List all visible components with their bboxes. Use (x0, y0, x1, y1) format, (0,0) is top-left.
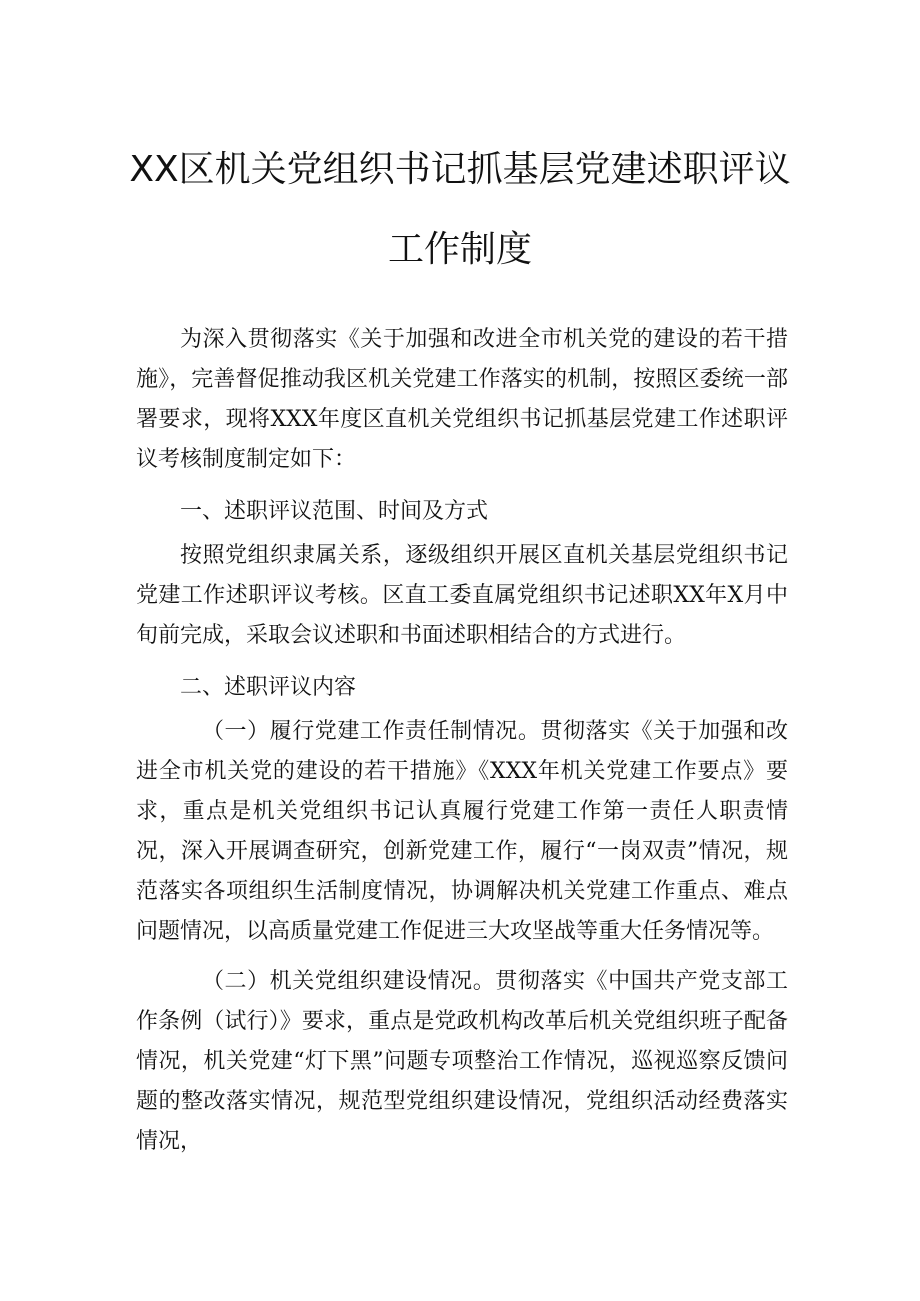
section-2-item-2: （二）机关党组织建设情况。贯彻落实《中国共产党支部工作条例（试行）》要求，重点是党政机构改革后机关党组织班子配备情况，机关党建“灯下黑”问题专项整治工作情况，巡视巡察反馈问题的整改落实情况，规范型党组织建设情况，党组织活动经费落实情况， (136, 969, 788, 1154)
section-2-item-1: （一）履行党建工作责任制情况。贯彻落实《关于加强和改进全市机关党的建设的若干措施》《XXX年机关党建工作要点》要求，重点是机关党组织书记认真履行党建工作第一责任人职责情况，深入开展调查研究，创新党建工作，履行“一岗双责”情况，规范落实各项组织生活制度情况，协调解决机关党建工作重点、难点问题情况，以高质量党建工作促进三大攻坚战等重大任务情况等。 (136, 719, 788, 944)
section-2-heading: 二、述职评议内容 (180, 675, 357, 700)
section-1-paragraph: 按照党组织隶属关系，逐级组织开展区直机关基层党组织书记党建工作述职评议考核。区直工委直属党组织书记述职XX年X月中旬前完成，采取会议述职和书面述职相结合的方式进行。 (136, 543, 788, 648)
document-title-line-2: 工作制度 (387, 229, 532, 270)
document-body (136, 320, 788, 1162)
document-title-line-1: XX区机关党组织书记抓基层党建述职评议 (129, 149, 791, 190)
intro-paragraph: 为深入贯彻落实《关于加强和改进全市机关党的建设的若干措施》，完善督促推动我区机关党建工作落实的机制，按照区委统一部署要求，现将XXX年度区直机关党组织书记抓基层党建工作述职评议考核制度制定如下： (136, 327, 788, 472)
section-1-heading: 一、述职评议范围、时间及方式 (180, 499, 489, 524)
